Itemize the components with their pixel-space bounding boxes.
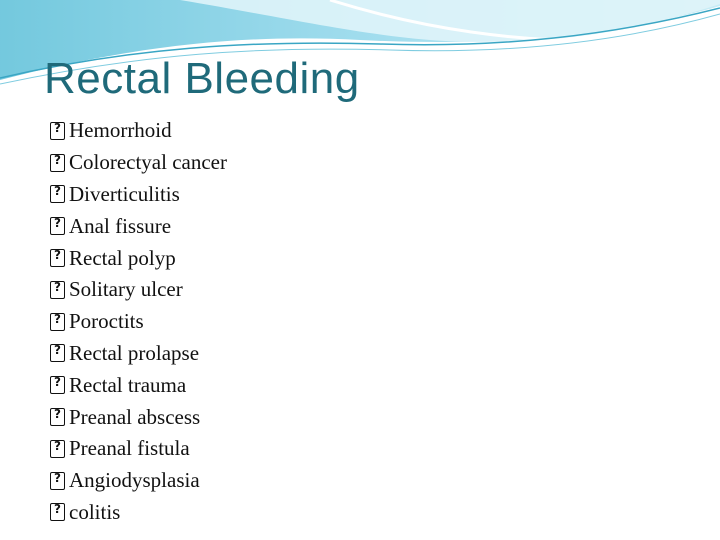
bullet-item — [50, 274, 227, 306]
missing-glyph-icon — [50, 122, 65, 140]
bullet-text: Colorectyal cancer — [69, 150, 227, 175]
bullet-list — [50, 115, 227, 528]
missing-glyph-icon — [50, 281, 65, 299]
bullet-item — [50, 369, 227, 401]
missing-glyph-icon — [50, 154, 65, 172]
missing-glyph-icon — [50, 503, 65, 521]
bullet-item — [50, 401, 227, 433]
bullet-text: Rectal trauma — [69, 372, 187, 397]
bullet-text: Poroctits — [69, 309, 144, 334]
bullet-item — [50, 465, 227, 497]
missing-glyph-icon — [50, 249, 65, 267]
bullet-text: Preanal abscess — [69, 404, 201, 429]
bullet-text: Rectal prolapse — [69, 340, 200, 365]
bullet-text: colitis — [69, 499, 121, 524]
missing-glyph-icon — [50, 313, 65, 331]
missing-glyph-icon — [50, 440, 65, 458]
missing-glyph-icon — [50, 408, 65, 426]
missing-glyph-icon — [50, 344, 65, 362]
bullet-item — [50, 242, 227, 274]
bullet-item — [50, 433, 227, 465]
bullet-item — [50, 338, 227, 370]
bullet-item — [50, 497, 227, 529]
bullet-item — [50, 210, 227, 242]
bullet-text: Solitary ulcer — [69, 277, 183, 302]
bullet-item — [50, 306, 227, 338]
missing-glyph-icon — [50, 217, 65, 235]
bullet-text: Rectal polyp — [69, 245, 176, 270]
missing-glyph-icon — [50, 376, 65, 394]
bullet-text: Diverticulitis — [69, 181, 180, 206]
missing-glyph-icon — [50, 185, 65, 203]
slide-title: Rectal Bleeding — [44, 54, 360, 103]
bullet-text: Preanal fistula — [69, 436, 190, 461]
bullet-text: Hemorrhoid — [69, 118, 172, 143]
bullet-item — [50, 179, 227, 211]
missing-glyph-icon — [50, 472, 65, 490]
bullet-text: Anal fissure — [69, 213, 172, 238]
bullet-item — [50, 147, 227, 179]
bullet-text: Angiodysplasia — [69, 468, 200, 493]
bullet-item — [50, 115, 227, 147]
